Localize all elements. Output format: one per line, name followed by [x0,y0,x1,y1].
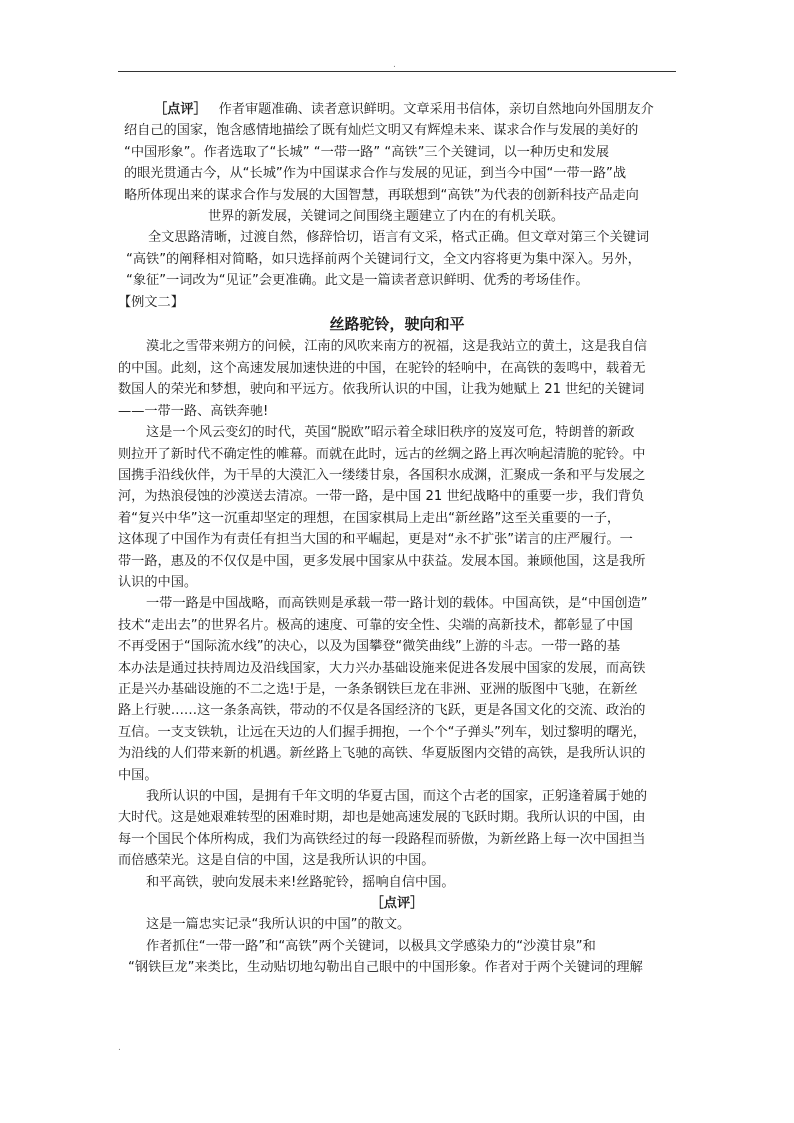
para1-line-3: ——一带一路、高铁奔驰! [118,403,269,419]
para2-line-1: 则拉开了新时代不确定性的帷幕。而就在此时，远古的丝绸之路上再次响起清脆的驼铃。中 [118,446,646,462]
header-rule [118,71,676,72]
para3-line-8: 中国。 [118,767,158,783]
review1b-line-1: “高铁”的阐释相对简略，如只选择前两个关键词行文，全文内容将更为集中深入。另外， [126,251,641,267]
review2b-line-0: 作者抓住“一带一路”和“高铁”两个关键词，以极具文学感染力的“沙漠甘泉”和 [146,938,596,954]
review1b-paragraph [118,227,676,291]
para4-line-3: 而倍感荣光。这是自信的中国，这是我所认识的中国。 [118,853,435,869]
para3-line-2: 不再受困于“国际流水线”的决心，以及为国攀登“微笑曲线”上游的斗志。一带一路的基 [118,639,621,655]
review1-line-1: 绍自己的国家，饱含感情地描绘了既有灿烂文明又有辉煌未来、谋求合作与发展的美好的 [124,123,639,139]
header-mark: . [393,60,396,70]
example2-paragraph-2 [118,422,676,593]
para2-line-2: 国携手沿线伙伴，为干旱的大漠汇入一缕缕甘泉，各国积水成渊，汇聚成一条和平与发展之 [118,467,646,483]
para2-line-0: 这是一个风云变幻的时代，英国“脱欧”昭示着全球旧秩序的岌岌可危，特朗普的新政 [146,425,635,441]
para2-line-4: 着“复兴中华”这一沉重却坚定的理想，在国家棋局上走出“新丝路”这至关重要的一子， [118,510,621,526]
example2-paragraph-3 [118,593,676,786]
example2-review-paragraph-2 [118,936,676,979]
review2b-line-1: “钢铁巨龙”来类比，生动贴切地勾勒出自己眼中的中国形象。作者对于两个关键词的理解 [128,960,643,976]
para3-line-7: 为沿线的人们带来新的机遇。新丝路上飞驰的高铁、华夏版图内交错的高铁，是我所认识的 [118,746,646,762]
para3-line-1: 技术“走出去”的世界名片。极高的速度、可靠的安全性、尖端的高新技术，都彰显了中国 [118,617,633,633]
review2-line-0: 这是一篇忠实记录“我所认识的中国”的散文。 [146,917,411,933]
para1-line-1: 的中国。此刻，这个高速发展加速快进的中国，在驼铃的轻响中，在高铁的轰鸣中，载着无 [118,360,646,376]
para3-line-4: 正是兴办基础设施的不二之选!于是，一条条钢铁巨龙在非洲、亚洲的版图中飞驰，在新丝 [118,681,638,697]
para2-line-3: 河，为热浪侵蚀的沙漠送去清凉。一带一路，是中国 21 世纪战略中的重要一步，我们背负 [118,489,645,505]
review1-line-5: 世界的新发展，关键词之间围绕主题建立了内在的有机关联。 [208,209,565,225]
review1-label: ［点评］ [154,102,207,117]
para2-line-6: 带一路，惠及的不仅仅是中国，更多发展中国家从中获益。发展本国。兼顾他国，这是我所 [118,553,646,569]
para4-line-1: 大时代。这是她艰难转型的困难时期，却也是她高速发展的飞跃时期。我所认识的中国，由 [118,810,646,826]
review1-paragraph [118,99,676,227]
para4-line-0: 我所认识的中国，是拥有千年文明的华夏古国，而这个古老的国家，正躬逢着属于她的 [146,789,648,804]
para5-line-0: 和平高铁，驶向发展未来!丝路驼铃，摇响自信中国。 [146,874,455,890]
example2-paragraph-5 [118,872,676,893]
para1-line-0: 漠北之雪带来朔方的问候，江南的风吹来南方的祝福，这是我站立的黄土，这是我自信 [146,339,648,355]
example2-paragraph-4 [118,786,676,872]
example2-review-paragraph-1 [118,914,676,935]
example2-paragraph-1 [118,336,676,422]
review1b-line-0: 全文思路清晰，过渡自然，修辞恰切，语言有文采，格式正确。但文章对第三个关键词 [148,230,650,246]
review1-line-4: 略所体现出来的谋求合作与发展的大国智慧，再联想到“高铁”为代表的创新科技产品走向 [124,187,639,203]
example2-label: 【例文二】 [118,294,184,310]
review1-line-3: 的眼光贯通古今，从“长城”作为中国谋求合作与发展的见证，到当今中国“一带一路”战 [124,166,627,182]
example2-review-label: ［点评］ [370,896,424,912]
example2-title: 丝路驼铃，驶向和平 [329,315,465,334]
review1-line-2: “中国形象”。作者选取了“长城” “一带一路” “高铁”三个关键词，以一种历史和发展 [124,144,610,160]
para3-line-6: 互信。一支支铁轨，让远在天边的人们握手拥抱，一个个“子弹头”列车，划过黎明的曙光， [118,724,646,740]
para3-line-0: 一带一路是中国战略，而高铁则是承载一带一路计划的载体。中国高铁，是“中国创造” [146,596,648,612]
review1b-line-2: “象征”一词改为“见证”会更准确。此文是一篇读者意识鲜明、优秀的考场佳作。 [126,273,589,289]
footer-mark: . [118,1043,121,1053]
review1-line-0: ［点评］ 作者审题准确、读者意识鲜明。文章采用书信体，亲切自然地向外国朋友介 [154,102,654,117]
para2-line-7: 认识的中国。 [118,574,198,590]
document-body [118,99,676,979]
para4-line-2: 每一个国民个体所构成，我们为高铁经过的每一段路程而骄傲，为新丝路上每一次中国担当 [118,831,646,847]
para1-line-2: 数国人的荣光和梦想，驶向和平远方。依我所认识的中国，让我为她赋上 21 世纪的关键词 [118,382,645,398]
para2-line-5: 这体现了中国作为有责任有担当大国的和平崛起，更是对“永不扩张”诺言的庄严履行。一 [118,532,633,548]
para3-line-5: 路上行驶……这一条条高铁，带动的不仅是各国经济的飞跃，更是各国文化的交流、政治的 [118,703,646,719]
para3-line-3: 本办法是通过扶持周边及沿线国家，大力兴办基础设施来促进各发展中国家的发展，而高铁 [118,660,646,676]
